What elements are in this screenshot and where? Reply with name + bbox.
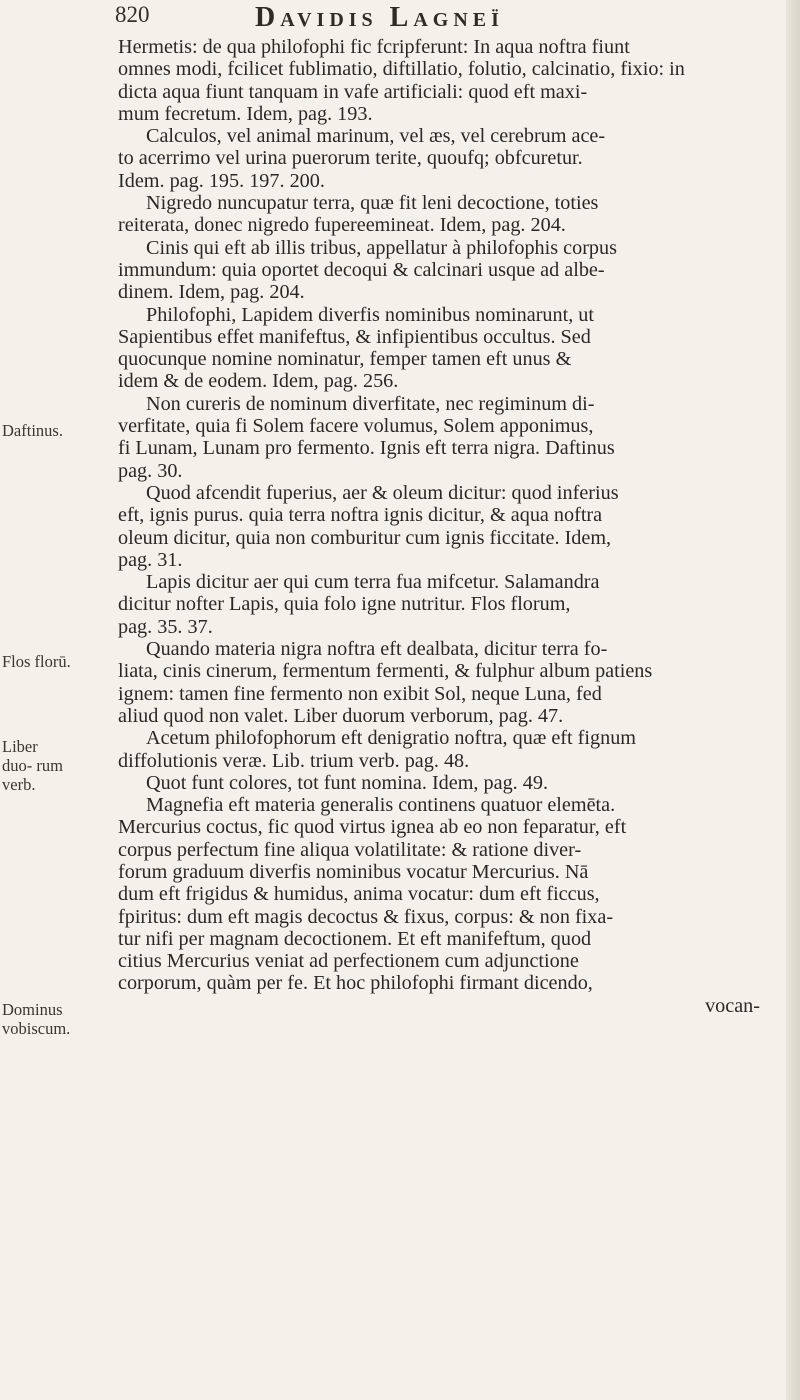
running-title: Davidis Lagneï: [255, 2, 504, 33]
text-line: tur nifi per magnam decoctionem. Et eft manifeftum, quod: [118, 927, 592, 950]
text-line: Nigredo nuncupatur terra, quæ fit leni decoctione, toties: [146, 192, 599, 215]
text-line: Cinis qui eft ab illis tribus, appellatur à philofophis corpus: [146, 236, 617, 259]
text-line: Mercurius coctus, fic quod virtus ignea ab eo non feparatur, eft: [118, 816, 627, 839]
text-line: mum fecretum. Idem, pag. 193.: [118, 102, 373, 125]
text-line: Quando materia nigra noftra eft dealbata, dicitur terra fo-: [146, 638, 608, 661]
text-line: corpus perfectum fine aliqua volatilitate: & ratione diver-: [118, 838, 582, 861]
text-line: pag. 30.: [118, 459, 183, 482]
text-line: oleum dicitur, quia non comburitur cum ignis ficcitate. Idem,: [118, 526, 612, 549]
margin-note-liber-duorum: Liber duo- rum verb.: [2, 737, 63, 794]
text-line: citius Mercurius veniat ad perfectionem cum adjunctione: [118, 950, 579, 973]
text-line: Lapis dicitur aer qui cum terra fua mifcetur. Salamandra: [146, 571, 600, 594]
text-line: diffolutionis veræ. Lib. trium verb. pag. 48.: [118, 749, 470, 772]
text-line: Hermetis: de qua philofophi fic fcripferunt: In aqua noftra fiunt: [118, 36, 630, 58]
page-number: 820: [115, 2, 150, 27]
margin-note-flos-florum: Flos florū.: [2, 652, 71, 671]
text-line: pag. 31.: [118, 548, 183, 571]
text-line: ignem: tamen fine fermento non exibit Sol, neque Luna, fed: [118, 682, 602, 705]
page-edge: [786, 0, 800, 1400]
text-line: liata, cinis cinerum, fermentum fermenti, & fulphur album patiens: [118, 660, 653, 683]
text-line: reiterata, donec nigredo fupereemineat. Idem, pag. 204.: [118, 214, 566, 237]
text-line: Sapientibus effet manifeftus, & infipientibus occultus. Sed: [118, 325, 591, 348]
text-line: fi Lunam, Lunam pro fermento. Ignis eft terra nigra. Daftinus: [118, 437, 615, 460]
text-line: Calculos, vel animal marinum, vel æs, vel cerebrum ace-: [146, 125, 606, 148]
text-line: forum graduum diverfis nominibus vocatur Mercurius. Nā: [118, 860, 589, 883]
body-text: [118, 36, 788, 1017]
text-line: Acetum philofophorum eft denigratio noftra, quæ eft fignum: [146, 727, 636, 750]
text-line: dicta aqua fiunt tanquam in vafe artificiali: quod eft maxi-: [118, 80, 588, 103]
text-line: aliud quod non valet. Liber duorum verborum, pag. 47.: [118, 704, 564, 727]
text-line: immundum: quia oportet decoqui & calcinari usque ad albe-: [118, 258, 605, 281]
text-line: pag. 35. 37.: [118, 615, 213, 638]
text-line: Non cureris de nominum diverfitate, nec regiminum di-: [146, 392, 595, 415]
text-line: Magnefia eft materia generalis continens quatuor elemēta.: [146, 794, 616, 817]
text-line: quocunque nomine nominatur, femper tamen eft unus &: [118, 348, 572, 371]
text-line: verfitate, quia fi Solem facere volumus, Solem apponimus,: [118, 415, 594, 438]
text-line: corporum, quàm per fe. Et hoc philofophi firmant dicendo,: [118, 972, 593, 995]
text-line: to acerrimo vel urina puerorum terite, quoufq; obfcuretur.: [118, 147, 583, 170]
text-line: fpiritus: dum eft magis decoctus & fixus, corpus: & non fixa-: [118, 905, 614, 928]
text-line: Quod afcendit fuperius, aer & oleum dicitur: quod inferius: [146, 481, 619, 504]
text-line: omnes modi, fcilicet fublimatio, diftillatio, folutio, calcinatio, fixio: in: [118, 58, 685, 81]
text-line: dum eft frigidus & humidus, anima vocatur: dum eft ficcus,: [118, 883, 600, 906]
text-line: idem & de eodem. Idem, pag. 256.: [118, 370, 399, 393]
text-line: eft, ignis purus. quia terra noftra ignis dicitur, & aqua noftra: [118, 504, 603, 527]
catchword: vocan-: [705, 994, 760, 1017]
text-line: dicitur nofter Lapis, quia folo igne nutritur. Flos florum,: [118, 593, 571, 616]
text-line: Idem. pag. 195. 197. 200.: [118, 169, 325, 192]
margin-note-dominus: Dominus vobiscum.: [2, 1000, 71, 1038]
text-line: Philofophi, Lapidem diverfis nominibus nominarunt, ut: [146, 303, 595, 326]
text-line: dinem. Idem, pag. 204.: [118, 281, 305, 304]
margin-note-dastinus: Daftinus.: [2, 421, 63, 440]
text-line: Quot funt colores, tot funt nomina. Idem, pag. 49.: [146, 771, 548, 794]
